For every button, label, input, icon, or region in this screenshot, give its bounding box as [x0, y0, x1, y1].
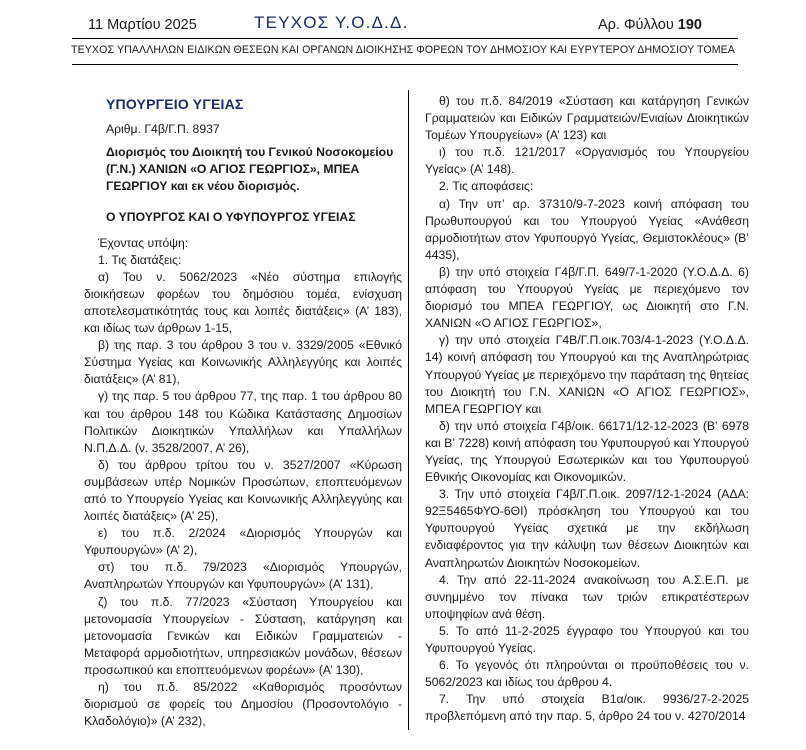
issue-subtitle: ΤΕΥΧΟΣ ΥΠΑΛΛΗΛΩΝ ΕΙΔΙΚΩΝ ΘΕΣΕΩΝ ΚΑΙ ΟΡΓΑΝΩΝ ΔΙΟΙΚΗΣΗΣ ΦΟΡΕΩΝ ΤΟΥ ΔΗΜΟΣΙΟΥ ΚΑΙ ΕΥΡΥΤΕΡΟΥ ΔΗΜΟΣΙΟΥ ΤΟΜΕΑ	[71, 44, 735, 56]
paragraph: η) του π.δ. 85/2022 «Καθορισμός προσόντων διορισμού σε φορείς του Δημοσίου (Προσοντολόγιο - Κλαδολόγιο)» (Α’ 232),	[84, 680, 402, 729]
paragraph: γ) της παρ. 5 του άρθρου 77, της παρ. 1 του άρθρου 80 και του άρθρου 148 του Κώδικα Κατάστασης Δημοσίων Πολιτικών Διοικητικών Υπαλλήλων και Υπαλλήλων Ν.Π.Δ.Δ. (ν. 3528/2007, Α’ 26),	[84, 389, 402, 455]
paragraph: ε) του π.δ. 2/2024 «Διορισμός Υπουργών και Υφυπουργών» (Α’ 2),	[84, 526, 402, 558]
paragraph: 1. Τις διατάξεις:	[98, 252, 182, 267]
header-rule-bottom	[72, 64, 738, 65]
leaf-number	[598, 17, 702, 33]
paragraph: 7. Την υπό στοιχεία Β1α/οικ. 9936/27-2-2025 προβλεπόμενη από την παρ. 5, άρθρο 24 του ν. 4270/2014	[425, 692, 749, 724]
paragraph: δ) την υπό στοιχεία Γ4β/οικ. 66171/12-12-2023 (Β’ 6978 και Β’ 7228) κοινή απόφαση του Υφυπουργού και Υπουργού Υγείας, της Υπουργού Εσωτερικών και του Υφυπουργού Εθνικής Οικονομίας και Οικονομικών.	[425, 418, 749, 485]
right-column	[425, 93, 749, 725]
paragraph: γ) την υπό στοιχεία Γ4Β/Γ.Π.οικ.703/4-1-2023 (Υ.Ο.Δ.Δ. 14) κοινή απόφαση του Υπουργού και της Αναπληρώτριας Υπουργού Υγείας με περιεχόμενο την παράταση της θητείας του Διοικητή του Γ.Ν. ΧΑΝΙΩΝ «Ο ΑΓΙΟΣ ΓΕΩΡΓΙΟΣ», ΜΠΕΑ ΓΕΩΡΓΙΟΥ και	[425, 333, 749, 416]
paragraph: ζ) του π.δ. 77/2023 «Σύσταση Υπουργείου και μετονομασία Υπουργείων - Σύσταση, κατάργηση και μετονομασία Γενικών και Ειδικών Γραμματειών - Μεταφορά αρμοδιοτήτων, υπηρεσιακών μονάδων, θέσεων προσωπικού και εποπτευόμενων φορέων» (Α’ 130),	[84, 594, 402, 677]
ministry-name: ΥΠΟΥΡΓΕΙΟ ΥΓΕΙΑΣ	[106, 96, 244, 112]
paragraph: 2. Τις αποφάσεις:	[439, 179, 534, 194]
paragraph: Έχοντας υπόψη:	[98, 235, 189, 250]
paragraph: δ) του άρθρου τρίτου του ν. 3527/2007 «Κύρωση συμβάσεων υπέρ Νομικών Προσώπων, εποπτευόμενων από το Υπουργείο Υγείας και Κοινωνικής Αλληλεγγύης και λοιπές διατάξεις» (Α’ 25),	[84, 457, 402, 524]
paragraph: 6. Το γεγονός ότι πληρούνται οι προϋποθέσεις του ν. 5062/2023 και ιδίως του άρθρου 4.	[425, 658, 749, 690]
paragraph: α) Την υπ’ αρ. 37310/9-7-2023 κοινή απόφαση του Πρωθυπουργού και του Υπουργού Υγείας «Ανάθεση αρμοδιοτήτων στον Υφυπουργό Υγείας, Θεμιστοκλέους» (Β’ 4435),	[425, 196, 749, 262]
paragraph: β) της παρ. 3 του άρθρου 3 του ν. 3329/2005 «Εθνικό Σύστημα Υγείας και Κοινωνικής Αλληλεγγύης και λοιπές διατάξεις» (Α’ 81),	[84, 338, 402, 387]
paragraph: θ) του π.δ. 84/2019 «Σύσταση και κατάργηση Γενικών Γραμματειών και Ειδικών Γραμματειών/Ενιαίων Διοικητικών Τομέων Υπουργείων» (Α’ 123) και	[425, 94, 749, 143]
paragraph: α) Του ν. 5062/2023 «Νέο σύστημα επιλογής διοικήσεων φορέων του δημόσιου τομέα, ενίσχυση αποτελεσματικότητάς τους και λοιπές διατάξεις» (Α’ 183), και ιδίως των άρθρων 1-15,	[84, 269, 402, 336]
paragraph: 3. Την υπό στοιχεία Γ4β/Γ.Π.οικ. 2097/12-1-2024 (ΑΔΑ: 92Ξ5465ΦΥΟ-6ΘΙ) πρόσκληση του Υπουργού και του Υφυπουργού Υγείας σχετικά με την εκδήλωση ενδιαφέροντος για την κάλυψη των θέσεων Διοικητών και Αναπληρωτών Διοικητών Νοσοκομείων.	[425, 487, 749, 570]
paragraph: στ) του π.δ. 79/2023 «Διορισμός Υπουργών, Αναπληρωτών Υπουργών και Υφυπουργών» (Α’ 131),	[84, 560, 402, 592]
issue-date: 11 Μαρτίου 2025	[88, 17, 197, 33]
left-column	[84, 93, 402, 730]
header-rule-top	[72, 38, 738, 39]
paragraph: 4. Την από 22-11-2024 ανακοίνωση του Α.Σ.Ε.Π. με συνημμένο τον πίνακα των τριών επικρατέστερων υποψηφίων ανά θέση.	[425, 572, 749, 621]
reference-number: Αριθμ. Γ4β/Γ.Π. 8937	[106, 122, 220, 137]
leaf-value: 190	[677, 17, 702, 33]
paragraph: ι) του π.δ. 121/2017 «Οργανισμός του Υπουργείου Υγείας» (Α’ 148).	[425, 145, 749, 177]
paragraph: 5. Το από 11-2-2025 έγγραφο του Υπουργού και του Υφυπουργού Υγείας.	[425, 623, 749, 655]
issue-title: ΤΕΥΧΟΣ Υ.Ο.Δ.Δ.	[254, 13, 409, 32]
decision-subject: Διορισμός του Διοικητή του Γενικού Νοσοκομείου (Γ.Ν.) ΧΑΝΙΩΝ «Ο ΑΓΙΟΣ ΓΕΩΡΓΙΟΣ», ΜΠΕΑ ΓΕΩΡΓΙΟΥ και εκ νέου διορισμός.	[106, 145, 394, 194]
paragraph: β) την υπό στοιχεία Γ4β/Γ.Π. 649/7-1-2020 (Υ.Ο.Δ.Δ. 6) απόφαση του Υπουργού Υγείας με περιεχόμενο τον διορισμό του ΜΠΕΑ ΓΕΩΡΓΙΟΥ, ως Διοικητή στο Γ.Ν. ΧΑΝΙΩΝ «Ο ΑΓΙΟΣ ΓΕΩΡΓΙΟΣ»,	[425, 264, 749, 331]
leaf-label: Αρ. Φύλλου	[598, 17, 674, 33]
column-divider	[408, 90, 409, 730]
issuer-heading: Ο ΥΠΟΥΡΓΟΣ ΚΑΙ Ο ΥΦΥΠΟΥΡΓΟΣ ΥΓΕΙΑΣ	[106, 210, 356, 225]
